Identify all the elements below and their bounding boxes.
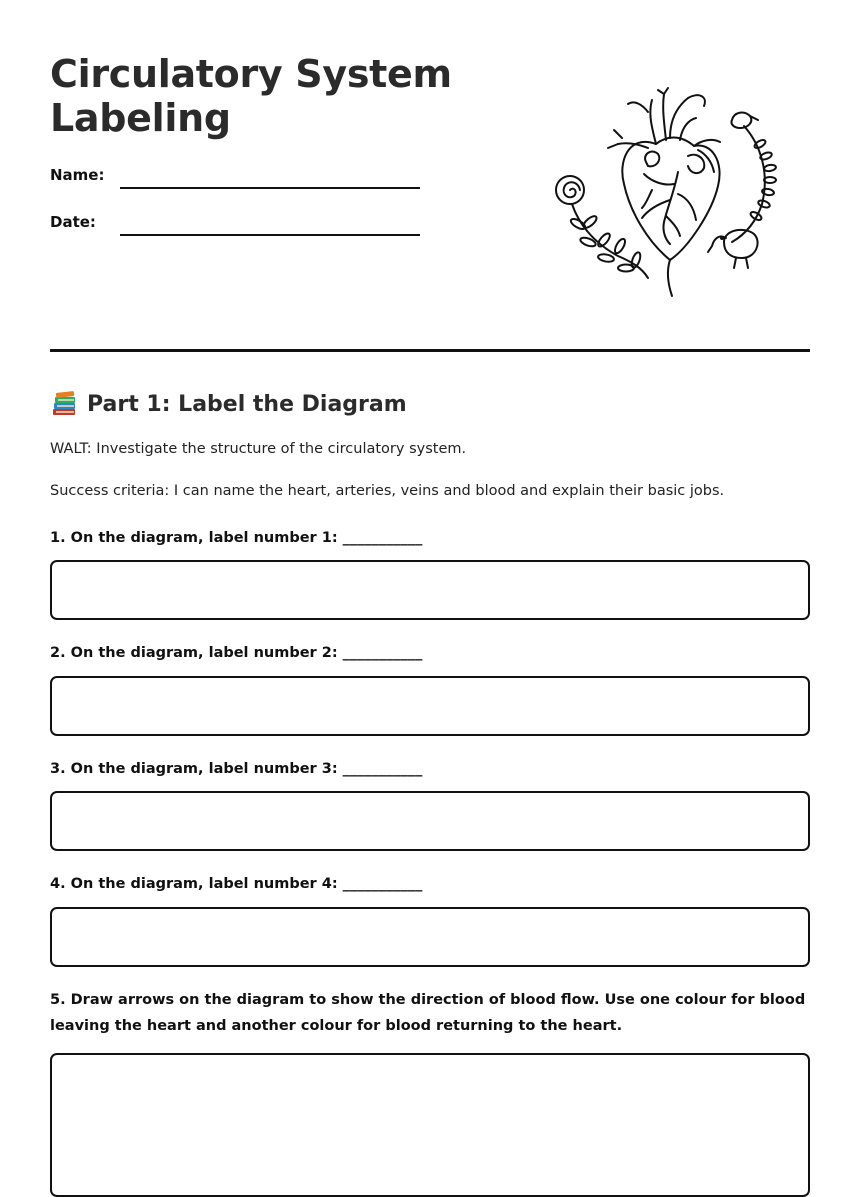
answer-box-4[interactable] [50, 907, 810, 967]
name-field[interactable] [120, 187, 420, 189]
answer-box-5[interactable] [50, 1053, 810, 1197]
date-label: Date: [50, 213, 96, 231]
question-4: 4. On the diagram, label number 4: ___________ [50, 876, 423, 892]
answer-box-3[interactable] [50, 791, 810, 851]
answer-box-1[interactable] [50, 560, 810, 620]
section-divider [50, 349, 810, 352]
books-icon [50, 390, 78, 418]
question-5: 5. Draw arrows on the diagram to show the direction of blood flow. Use one colour for blood leaving the heart and another colour for blood returning to the heart. [50, 992, 806, 1034]
success-criteria-text: Success criteria: I can name the heart, arteries, veins and blood and explain their basic jobs. [50, 483, 725, 499]
date-field[interactable] [120, 234, 420, 236]
question-3: 3. On the diagram, label number 3: ___________ [50, 761, 423, 777]
page-title: Circulatory System Labeling [50, 52, 452, 140]
question-1: 1. On the diagram, label number 1: ___________ [50, 530, 423, 546]
section-heading [50, 388, 407, 420]
heart-anatomy-illustration [548, 82, 788, 300]
answer-box-2[interactable] [50, 676, 810, 736]
walt-text: WALT: Investigate the structure of the circulatory system. [50, 441, 467, 457]
section-title: Part 1: Label the Diagram [87, 391, 407, 417]
name-label: Name: [50, 166, 105, 184]
question-2: 2. On the diagram, label number 2: ___________ [50, 645, 423, 661]
